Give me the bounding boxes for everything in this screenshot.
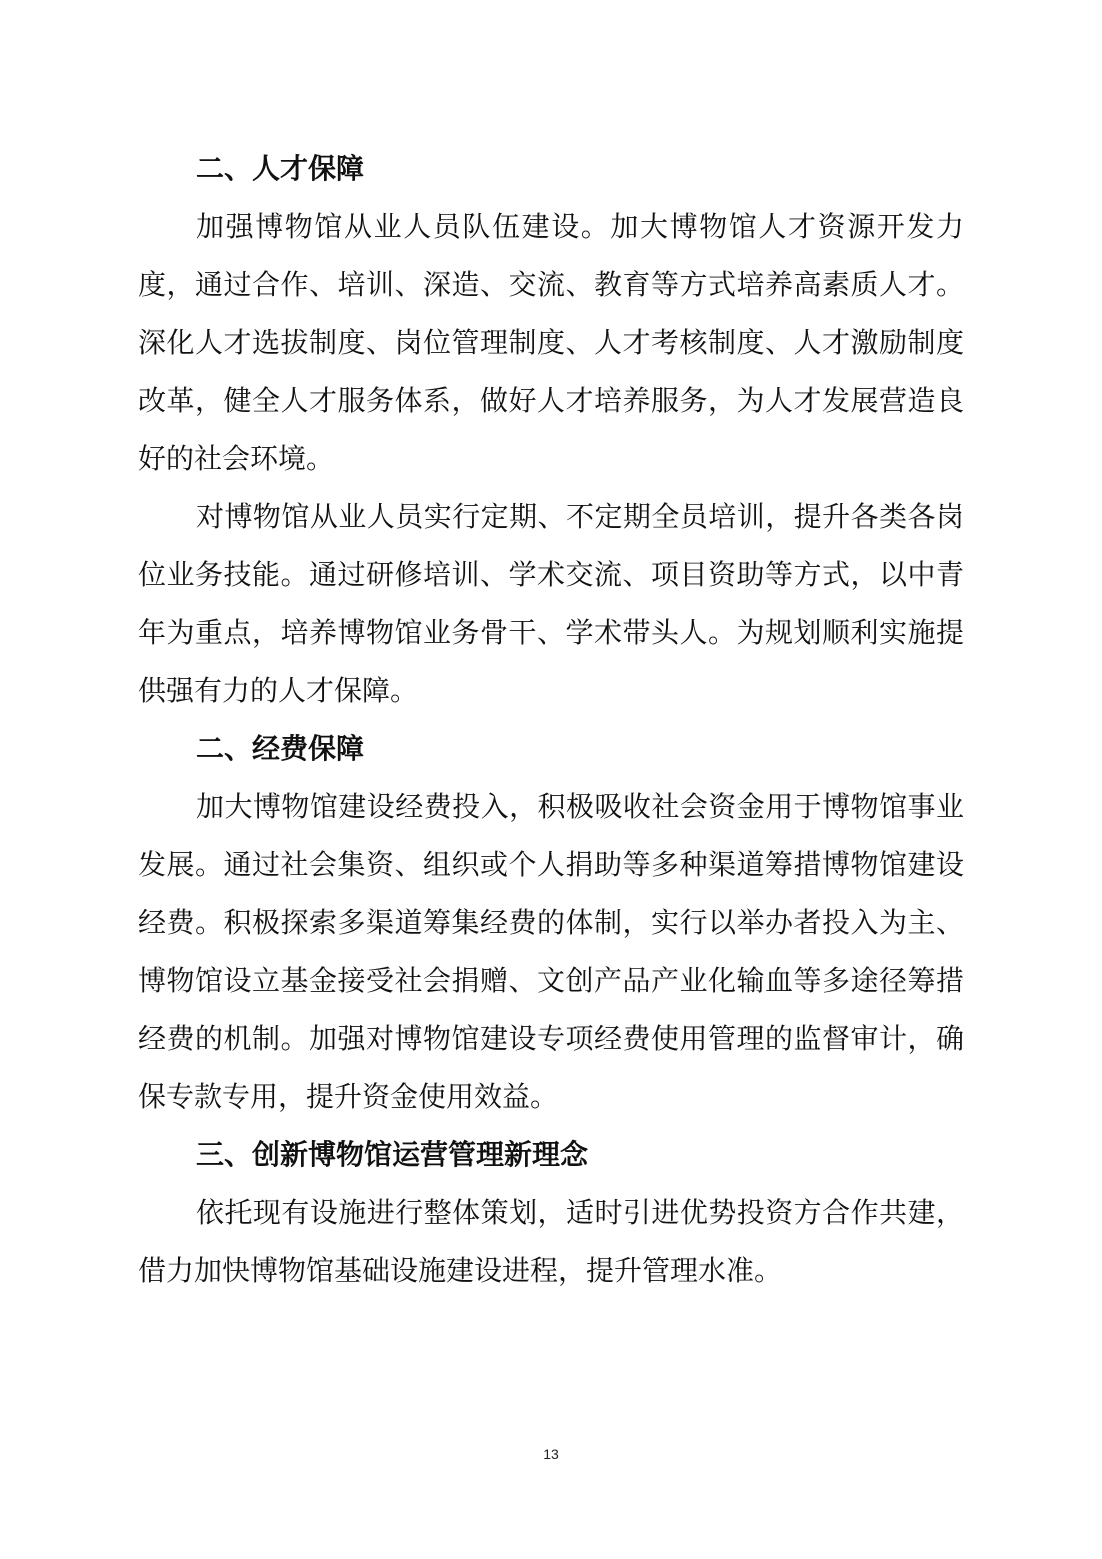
page-content [138, 140, 964, 1300]
paragraph-funding-1: 加大博物馆建设经费投入，积极吸收社会资金用于博物馆事业发展。通过社会集资、组织或个人捐助等多种渠道筹措博物馆建设经费。积极探索多渠道筹集经费的体制，实行以举办者投入为主、博物馆设立基金接受社会捐赠、文创产品产业化输血等多途径筹措经费的机制。加强对博物馆建设专项经费使用管理的监督审计，确保专款专用，提升资金使用效益。 [138, 790, 964, 1113]
page-number: 13 [543, 1446, 559, 1462]
section-heading-innovation: 三、创新博物馆运营管理新理念 [196, 1138, 589, 1171]
section-heading-funding: 二、经费保障 [196, 732, 365, 765]
section-heading-talent: 二、人才保障 [196, 152, 365, 185]
paragraph-talent-2: 对博物馆从业人员实行定期、不定期全员培训，提升各类各岗位业务技能。通过研修培训、学术交流、项目资助等方式，以中青年为重点，培养博物馆业务骨干、学术带头人。为规划顺利实施提供强有力的人才保障。 [138, 500, 964, 707]
paragraph-talent-1: 加强博物馆从业人员队伍建设。加大博物馆人才资源开发力度，通过合作、培训、深造、交流、教育等方式培养高素质人才。深化人才选拔制度、岗位管理制度、人才考核制度、人才激励制度改革，健全人才服务体系，做好人才培养服务，为人才发展营造良好的社会环境。 [138, 210, 964, 475]
paragraph-innovation-1: 依托现有设施进行整体策划，适时引进优势投资方合作共建，借力加快博物馆基础设施建设进程，提升管理水准。 [138, 1196, 964, 1287]
